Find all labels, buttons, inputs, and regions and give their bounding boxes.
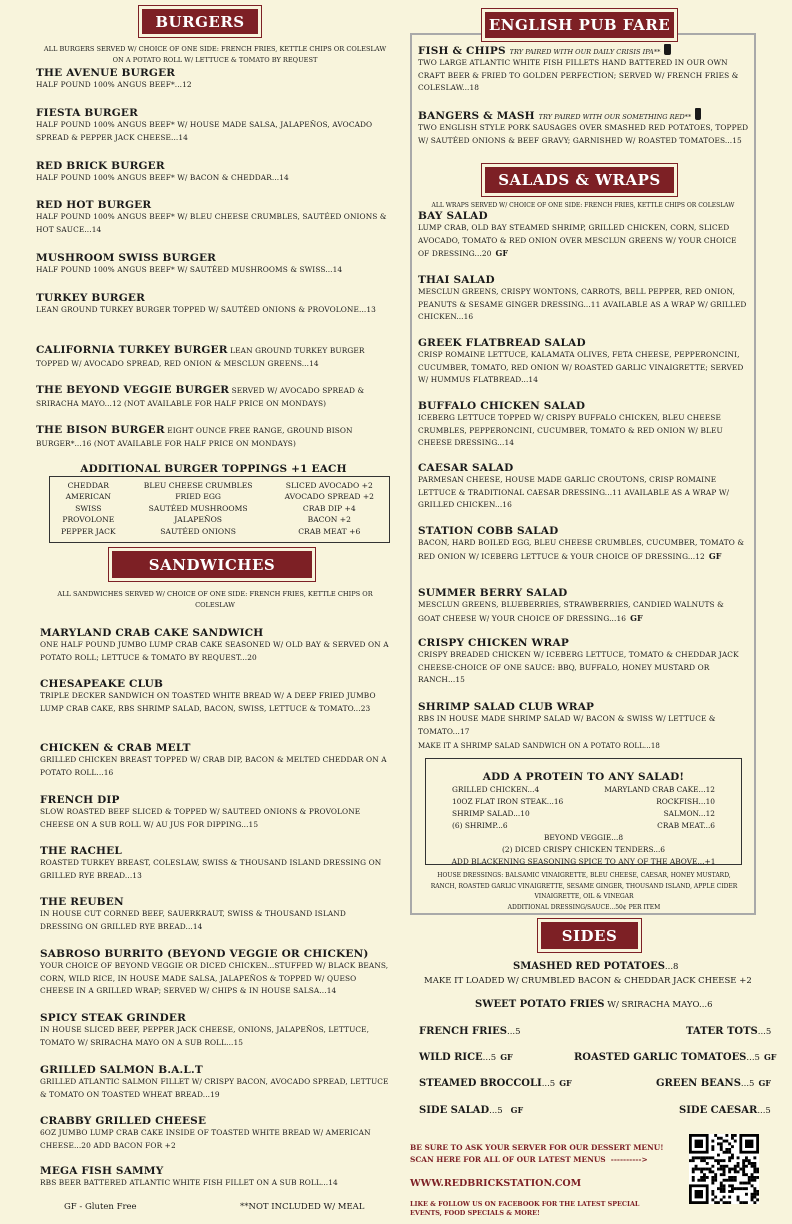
item-name: THE BISON BURGER xyxy=(36,424,165,436)
toppings-row xyxy=(50,526,389,537)
protein-option: (6) SHRIMP...6 xyxy=(452,821,508,830)
topping-cell: AMERICAN xyxy=(65,492,112,502)
toppings-title-text: ADDITIONAL BURGER TOPPINGS +1 EACH xyxy=(80,463,347,475)
item-name: THE BEYOND VEGGIE BURGER xyxy=(36,384,230,396)
pairing-note: TRY PAIRED WITH OUR SOMETHING RED** xyxy=(538,113,692,121)
item-desc: 6OZ JUMBO LUMP CRAB CAKE INSIDE OF TOASTED WHITE BREAD W/ AMERICAN CHEESE...20 ADD BACON FOR +2 xyxy=(40,1128,371,1150)
gf-badge: GF xyxy=(630,612,643,623)
item-name: FISH & CHIPS xyxy=(418,45,506,57)
menu-item xyxy=(418,701,748,738)
menu-item xyxy=(36,344,381,370)
topping-cell: PEPPER JACK xyxy=(61,526,116,536)
toppings-table xyxy=(50,480,389,537)
topping-cell: FRIED EGG xyxy=(175,492,221,502)
burgers-header: BURGERS xyxy=(139,6,261,37)
item-desc: ICEBERG LETTUCE TOPPED W/ CRISPY BUFFALO CHICKEN, BLEU CHEESE CRUMBLES, PEPPERONCINI, CUCUMBER, TOMATO & RED ONION W/ BLEU CHEESE DRESSING...14 xyxy=(418,413,723,447)
item-desc: LEAN GROUND TURKEY BURGER TOPPED W/ SAUTÉED ONIONS & PROVOLONE...13 xyxy=(36,305,376,314)
menu-item xyxy=(40,742,390,779)
shrimp-sandwich-note: MAKE IT A SHRIMP SALAD SANDWICH ON A POTATO ROLL...18 xyxy=(418,742,660,750)
side-price: ...5 xyxy=(740,1079,755,1089)
menu-item xyxy=(418,400,748,450)
menu-item xyxy=(418,274,748,324)
item-name: BAY SALAD xyxy=(418,210,488,222)
protein-row xyxy=(426,796,741,808)
burgers-note: ALL BURGERS SERVED W/ CHOICE OF ONE SIDE: FRENCH FRIES, KETTLE CHIPS OR COLESLAW ON A POTATO ROLL W/ LETTUCE & TOMATO BY REQUEST xyxy=(43,45,387,64)
gf-badge: GF xyxy=(510,1105,524,1115)
side-name: FRENCH FRIES xyxy=(419,1026,507,1037)
wine-glass-icon xyxy=(695,108,701,120)
item-name: CAESAR SALAD xyxy=(418,462,514,474)
menu-item xyxy=(40,1012,390,1049)
gf-badge: GF xyxy=(559,1078,572,1088)
topping-cell: CRAB DIP +4 xyxy=(302,503,356,513)
menu-item xyxy=(40,794,390,831)
side-smashed-potatoes xyxy=(513,961,678,972)
topping-cell: CHEDDAR xyxy=(67,481,109,490)
item-desc: YOUR CHOICE OF BEYOND VEGGIE OR DICED CHICKEN...STUFFED W/ BLACK BEANS, CORN, WILD RICE, IN HOUSE MADE SALSA, JALAPEÑOS & TOPPED W/ QUESO CHEESE IN A GRILLED WRAP; SERVED W/ CHIPS & IN HOUSE SALSA...14 xyxy=(40,961,389,995)
topping-cell: AVOCADO SPREAD +2 xyxy=(284,492,375,502)
side-name: ROASTED GARLIC TOMATOES xyxy=(574,1052,747,1063)
side-price: ...8 xyxy=(664,962,679,972)
side-green-beans xyxy=(656,1078,771,1089)
sandwiches-header: SANDWICHES xyxy=(109,548,315,581)
menu-item xyxy=(36,67,391,92)
toppings-row xyxy=(50,503,389,514)
item-desc: MESCLUN GREENS, CRISPY WONTONS, CARROTS, BELL PEPPER, RED ONION, PEANUTS & SESAME GINGER DRESSING...11 AVAILABLE AS A WRAP W/ GRILLED CHICKEN...16 xyxy=(418,287,747,321)
menu-item xyxy=(40,627,390,664)
item-name: SHRIMP SALAD CLUB WRAP xyxy=(418,701,595,713)
item-desc: PARMESAN CHEESE, HOUSE MADE GARLIC CROUTONS, CRISP ROMAINE LETTUCE & TRADITIONAL CAESAR DRESSING...11 AVAILABLE AS A WRAP W/ GRILLED CHICKEN...16 xyxy=(418,475,730,509)
protein-option: SHRIMP SALAD...10 xyxy=(452,809,530,818)
menu-item xyxy=(418,637,748,687)
side-price: ...5 xyxy=(489,1106,503,1116)
protein-option: GRILLED CHICKEN...4 xyxy=(452,785,540,794)
item-desc: ONE HALF POUND JUMBO LUMP CRAB CAKE SEASONED W/ OLD BAY & SERVED ON A POTATO ROLL; LETTUCE & TOMATO BY REQUEST...20 xyxy=(40,640,389,662)
menu-item xyxy=(36,160,391,185)
item-desc: BACON, HARD BOILED EGG, BLEU CHEESE CRUMBLES, CUCUMBER, TOMATO & RED ONION W/ ICEBERG LETTUCE & YOUR CHOICE OF DRESSING...12 xyxy=(418,538,745,561)
pub-header: ENGLISH PUB FARE xyxy=(482,9,677,41)
item-name: MARYLAND CRAB CAKE SANDWICH xyxy=(40,627,264,639)
toppings-row xyxy=(50,491,389,502)
sides-header: SIDES xyxy=(538,919,641,952)
side-price: ...5 xyxy=(482,1053,497,1063)
item-desc: LUMP CRAB, OLD BAY STEAMED SHRIMP, GRILLED CHICKEN, CORN, SLICED AVOCADO, TOMATO & RED ONION OVER MESCLUN GREENS W/ YOUR CHOICE OF DRESSING...20 xyxy=(418,223,737,258)
item-desc: TWO ENGLISH STYLE PORK SAUSAGES OVER SMASHED RED POTATOES, TOPPED W/ SAUTÉED ONIONS & BEEF GRAVY; GARNISHED W/ ROASTED TOMATOES...15 xyxy=(418,123,749,145)
side-roasted-garlic-tomatoes xyxy=(574,1052,776,1063)
side-name: GREEN BEANS xyxy=(656,1078,741,1089)
item-name: FIESTA BURGER xyxy=(36,107,139,119)
side-name: SWEET POTATO FRIES xyxy=(475,999,605,1010)
pairing-note: TRY PAIRED WITH OUR DAILY CRISIS IPA** xyxy=(509,48,661,56)
menu-item xyxy=(36,252,391,277)
menu-item xyxy=(36,107,391,144)
item-name: GREEK FLATBREAD SALAD xyxy=(418,337,586,349)
topping-cell: PROVOLONE xyxy=(62,515,115,525)
protein-option: SALMON...12 xyxy=(663,809,715,818)
item-name: RED HOT BURGER xyxy=(36,199,152,211)
side-side-salad xyxy=(419,1105,523,1116)
item-name: SUMMER BERRY SALAD xyxy=(418,587,568,599)
topping-cell: SAUTÉED ONIONS xyxy=(160,526,236,536)
side-name: SMASHED RED POTATOES xyxy=(513,961,665,972)
website-link[interactable]: WWW.REDBRICKSTATION.COM xyxy=(410,1178,582,1189)
menu-item xyxy=(418,587,748,625)
menu-item xyxy=(418,210,748,261)
item-name: FRENCH DIP xyxy=(40,794,120,806)
item-desc: SERVED W/ AVOCADO SPREAD & SRIRACHA MAYO...12 (NOT AVAILABLE FOR HALF PRICE ON MONDAYS) xyxy=(36,386,365,408)
item-name: BUFFALO CHICKEN SALAD xyxy=(418,400,586,412)
toppings-row xyxy=(50,514,389,525)
side-price: ...5 xyxy=(757,1027,772,1037)
protein-option: ADD BLACKENING SEASONING SPICE TO ANY OF THE ABOVE...+1 xyxy=(451,857,716,866)
side-sweet-potato-fries xyxy=(475,999,713,1010)
protein-box xyxy=(425,758,742,865)
menu-item xyxy=(40,896,390,933)
item-desc: HALF POUND 100% ANGUS BEEF* W/ BACON & CHEDDAR...14 xyxy=(36,173,289,182)
topping-cell: BACON +2 xyxy=(307,515,351,525)
item-name: RED BRICK BURGER xyxy=(36,160,165,172)
side-name: SIDE CAESAR xyxy=(679,1105,758,1116)
toppings-title xyxy=(36,457,391,476)
protein-row xyxy=(426,820,741,832)
protein-row xyxy=(426,784,741,796)
sandwiches-note: ALL SANDWICHES SERVED W/ CHOICE OF ONE SIDE: FRENCH FRIES, KETTLE CHIPS OR COLESLAW xyxy=(57,590,373,609)
item-desc: IN HOUSE CUT CORNED BEEF, SAUERKRAUT, SWISS & THOUSAND ISLAND DRESSING ON GRILLED RYE BREAD...14 xyxy=(40,909,346,931)
extra-dressing-note: ADDITIONAL DRESSING/SAUCE...50¢ PER ITEM xyxy=(507,904,661,911)
protein-row xyxy=(426,808,741,820)
topping-cell: BLEU CHEESE CRUMBLES xyxy=(143,481,253,490)
menu-item xyxy=(40,845,390,882)
beer-glass-icon xyxy=(664,44,671,55)
side-name: STEAMED BROCCOLI xyxy=(419,1078,542,1089)
item-desc: IN HOUSE SLICED BEEF, PEPPER JACK CHEESE, ONIONS, JALAPEÑOS, LETTUCE, TOMATO W/ SRIRACHA MAYO ON A SUB ROLL...15 xyxy=(40,1025,370,1047)
gf-badge: GF xyxy=(495,248,509,258)
protein-option: ROCKFISH...10 xyxy=(656,797,715,806)
menu-item xyxy=(418,462,748,512)
menu-item xyxy=(40,1064,390,1101)
item-name: CRABBY GRILLED CHEESE xyxy=(40,1115,207,1127)
item-desc: GRILLED CHICKEN BREAST TOPPED W/ CRAB DIP, BACON & MELTED CHEDDAR ON A POTATO ROLL...16 xyxy=(40,755,387,777)
salads-header: SALADS & WRAPS xyxy=(482,164,677,196)
protein-option: (2) DICED CRISPY CHICKEN TENDERS...6 xyxy=(501,845,666,854)
menu-item xyxy=(40,678,390,715)
side-side-caesar xyxy=(679,1105,771,1116)
item-name: THE AVENUE BURGER xyxy=(36,67,176,79)
meal-note: **NOT INCLUDED W/ MEAL xyxy=(240,1202,365,1212)
item-desc: RBS IN HOUSE MADE SHRIMP SALAD W/ BACON & SWISS W/ LETTUCE & TOMATO...17 xyxy=(418,714,716,736)
side-name: SIDE SALAD xyxy=(419,1105,490,1116)
item-name: STATION COBB SALAD xyxy=(418,525,559,537)
salads-note: ALL WRAPS SERVED W/ CHOICE OF ONE SIDE: FRENCH FRIES, KETTLE CHIPS OR COLESLAW xyxy=(431,202,735,209)
item-desc: GRILLED ATLANTIC SALMON FILLET W/ CRISPY BACON, AVOCADO SPREAD, LETTUCE & TOMATO ON TOASTED WHEAT BREAD...19 xyxy=(40,1077,389,1099)
protein-option: MARYLAND CRAB CAKE...12 xyxy=(604,785,715,794)
menu-item xyxy=(40,1165,390,1190)
item-desc: ROASTED TURKEY BREAST, COLESLAW, SWISS & THOUSAND ISLAND DRESSING ON GRILLED RYE BREAD...13 xyxy=(40,858,382,880)
side-name: TATER TOTS xyxy=(686,1026,758,1037)
item-desc: MESCLUN GREENS, BLUEBERRIES, STRAWBERRIES, CANDIED WALNUTS & GOAT CHEESE W/ YOUR CHOICE OF DRESSING...16 xyxy=(418,600,724,623)
item-desc: HALF POUND 100% ANGUS BEEF* W/ HOUSE MADE SALSA, JALAPEÑOS, AVOCADO SPREAD & PEPPER JACK CHEESE...14 xyxy=(36,120,373,142)
item-desc: LEAN GROUND TURKEY BURGER TOPPED W/ AVOCADO SPREAD, RED ONION & MESCLUN GREENS...14 xyxy=(36,346,365,368)
side-steamed-broccoli xyxy=(419,1078,572,1089)
qr-scan-note: SCAN HERE FOR ALL OF OUR LATEST MENUS ----------> xyxy=(410,1155,648,1164)
house-dressings: HOUSE DRESSINGS: BALSAMIC VINAIGRETTE, BLEU CHEESE, CAESAR, HONEY MUSTARD, RANCH, ROASTED GARLIC VINAIGRETTE, SESAME GINGER, THOUSAND ISLAND, APPLE CIDER VINAIGRETTE, OIL & VINEGAR xyxy=(430,872,738,900)
item-name: BANGERS & MASH xyxy=(418,110,535,122)
item-name: SABROSO BURRITO (BEYOND VEGGIE OR CHICKEN) xyxy=(40,948,369,960)
qr-code-icon[interactable] xyxy=(689,1134,759,1204)
side-desc: W/ SRIRACHA MAYO...6 xyxy=(604,1000,713,1010)
side-loaded-note: MAKE IT LOADED W/ CRUMBLED BACON & CHEDDAR JACK CHEESE +2 xyxy=(424,976,752,986)
menu-item xyxy=(418,525,748,563)
topping-cell: JALAPEÑOS xyxy=(174,515,222,525)
gf-legend: GF - Gluten Free xyxy=(64,1202,137,1212)
item-name: THAI SALAD xyxy=(418,274,495,286)
side-tater-tots xyxy=(686,1026,771,1037)
item-desc: CRISP ROMAINE LETTUCE, KALAMATA OLIVES, FETA CHEESE, PEPPERONCINI, CUCUMBER, TOMATO, RED ONION W/ ROASTED GARLIC VINAIGRETTE; SERVED W/ HUMMUS FLATBREAD...14 xyxy=(418,350,744,384)
item-name: TURKEY BURGER xyxy=(36,292,146,304)
side-price: ...5 xyxy=(746,1053,760,1063)
menu-item xyxy=(36,424,381,450)
side-french-fries xyxy=(419,1026,521,1037)
side-name: WILD RICE xyxy=(419,1052,483,1063)
menu-item xyxy=(36,292,376,317)
protein-option: CRAB MEAT...6 xyxy=(657,821,715,830)
menu-item xyxy=(418,44,750,95)
item-name: SPICY STEAK GRINDER xyxy=(40,1012,187,1024)
item-name: MUSHROOM SWISS BURGER xyxy=(36,252,217,264)
footer-promo xyxy=(410,1142,685,1166)
dessert-note: BE SURE TO ASK YOUR SERVER FOR OUR DESSERT MENU! xyxy=(410,1143,664,1152)
facebook-note: LIKE & FOLLOW US ON FACEBOOK FOR THE LATEST SPECIAL EVENTS, FOOD SPECIALS & MORE! xyxy=(410,1200,640,1217)
item-desc: SLOW ROASTED BEEF SLICED & TOPPED W/ SAUTEED ONIONS & PROVOLONE CHEESE ON A SUB ROLL W/ AU JUS FOR DIPPING...15 xyxy=(40,807,361,829)
protein-option: BEYOND VEGGIE...8 xyxy=(543,833,624,842)
item-name: THE RACHEL xyxy=(40,845,122,857)
side-price: ...5 xyxy=(507,1027,521,1037)
topping-cell: SWISS xyxy=(75,503,102,513)
item-desc: HALF POUND 100% ANGUS BEEF*...12 xyxy=(36,80,192,89)
item-desc: RBS BEER BATTERED ATLANTIC WHITE FISH FILLET ON A SUB ROLL...14 xyxy=(40,1178,338,1187)
item-name: MEGA FISH SAMMY xyxy=(40,1165,164,1177)
protein-pairs xyxy=(426,784,741,832)
gf-badge: GF xyxy=(500,1052,513,1062)
side-price: ...5 xyxy=(541,1079,556,1089)
item-desc: EIGHT OUNCE FREE RANGE, GROUND BISON BURGER*...16 (NOT AVAILABLE FOR HALF PRICE ON MONDAYS) xyxy=(36,426,353,448)
menu-item xyxy=(418,337,748,387)
gf-badge: GF xyxy=(758,1078,771,1088)
side-price: ...5 xyxy=(757,1106,771,1116)
item-name: CALIFORNIA TURKEY BURGER xyxy=(36,344,228,356)
menu-item xyxy=(40,948,390,998)
topping-cell: SAUTÉED MUSHROOMS xyxy=(148,503,248,513)
toppings-row xyxy=(50,480,389,491)
topping-cell: SLICED AVOCADO +2 xyxy=(285,481,373,490)
menu-item xyxy=(36,199,391,236)
protein-center xyxy=(426,832,741,868)
item-desc: CRISPY BREADED CHICKEN W/ ICEBERG LETTUCE, TOMATO & CHEDDAR JACK CHEESE-CHOICE OF ONE SAUCE: BBQ, BUFFALO, HONEY MUSTARD OR RANCH...15 xyxy=(418,650,739,684)
item-desc: HALF POUND 100% ANGUS BEEF* W/ BLEU CHEESE CRUMBLES, SAUTÉED ONIONS & HOT SAUCE...14 xyxy=(36,212,387,234)
protein-option: 10OZ FLAT IRON STEAK...16 xyxy=(452,797,564,806)
toppings-box xyxy=(49,476,390,543)
item-name: CHESAPEAKE CLUB xyxy=(40,678,164,690)
gf-badge: GF xyxy=(763,1052,777,1062)
item-name: THE REUBEN xyxy=(40,896,124,908)
topping-cell: CRAB MEAT +6 xyxy=(298,526,361,536)
menu-item xyxy=(418,108,750,147)
gf-badge: GF xyxy=(708,550,722,561)
item-name: CHICKEN & CRAB MELT xyxy=(40,742,191,754)
menu-item xyxy=(40,1115,390,1152)
item-desc: HALF POUND 100% ANGUS BEEF* W/ SAUTÉED MUSHROOMS & SWISS...14 xyxy=(36,265,343,274)
menu-item xyxy=(36,384,381,410)
item-desc: TWO LARGE ATLANTIC WHITE FISH FILLETS HAND BATTERED IN OUR OWN CRAFT BEER & FRIED TO GOLDEN PERFECTION; SERVED W/ FRENCH FRIES & COLESLAW...18 xyxy=(418,58,739,92)
protein-title: ADD A PROTEIN TO ANY SALAD! xyxy=(482,771,685,783)
item-name: CRISPY CHICKEN WRAP xyxy=(418,637,569,649)
item-desc: TRIPLE DECKER SANDWICH ON TOASTED WHITE BREAD W/ A DEEP FRIED JUMBO LUMP CRAB CAKE, RBS SHRIMP SALAD, BACON, SWISS, LETTUCE & TOMATO...23 xyxy=(40,691,376,713)
item-name: GRILLED SALMON B.A.L.T xyxy=(40,1064,203,1076)
side-wild-rice xyxy=(419,1052,513,1063)
